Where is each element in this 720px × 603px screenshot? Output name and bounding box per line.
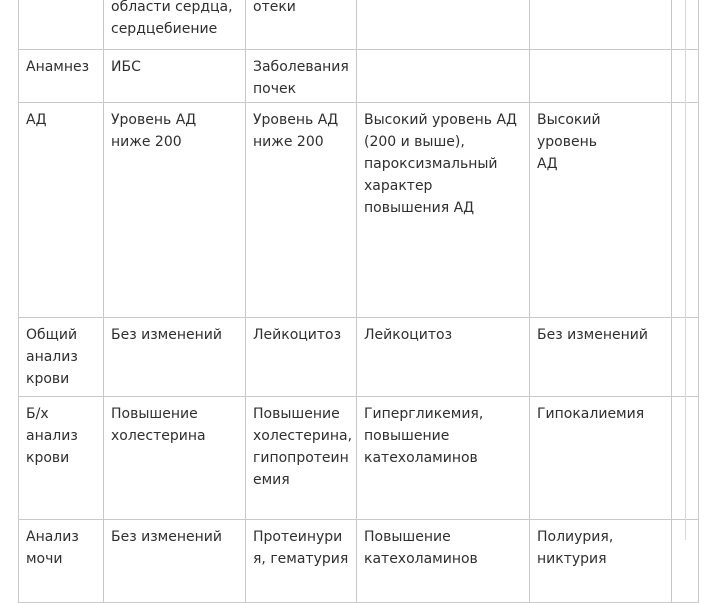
table-cell bbox=[246, 50, 357, 103]
table-cell bbox=[104, 318, 246, 397]
cell-text: Уровень АД ниже 200 bbox=[111, 112, 197, 150]
cell-text: Гипергликемия, повышение катехоламинов bbox=[364, 406, 484, 466]
cell-text: Повышение катехоламинов bbox=[364, 529, 478, 567]
cell-text: Гипокалиемия bbox=[537, 406, 645, 422]
table-row bbox=[19, 103, 699, 318]
cell-text: Протеинури я, гематурия bbox=[253, 529, 349, 567]
table-cell bbox=[530, 318, 672, 397]
cell-text: Без изменений bbox=[111, 327, 222, 343]
table-right-edge bbox=[685, 0, 686, 540]
table-cell bbox=[357, 0, 530, 50]
table-cell bbox=[530, 520, 672, 603]
cell-text: Лейкоцитоз bbox=[253, 327, 342, 343]
cell-text: ИБС bbox=[111, 59, 141, 75]
table-cell bbox=[246, 318, 357, 397]
cell-text: Заболевания почек bbox=[253, 59, 349, 97]
table-cell bbox=[104, 0, 246, 50]
cell-text: Анализ мочи bbox=[26, 529, 79, 567]
table-cell bbox=[246, 0, 357, 50]
cell-text: Без изменений bbox=[537, 327, 648, 343]
table-row bbox=[19, 0, 699, 50]
cell-text: Повышение холестерина bbox=[111, 406, 206, 444]
table-cell bbox=[530, 103, 672, 318]
table-cell bbox=[19, 103, 104, 318]
table-cell bbox=[530, 0, 672, 50]
cell-text: Анамнез bbox=[26, 59, 90, 75]
table-cell bbox=[530, 50, 672, 103]
cell-text: Повышение холестерина, гипопротеин емия bbox=[253, 406, 353, 488]
table-row bbox=[19, 50, 699, 103]
cell-text: Б/х анализ крови bbox=[26, 406, 78, 466]
table-row bbox=[19, 397, 699, 520]
table-cell bbox=[357, 318, 530, 397]
comparison-table bbox=[18, 0, 699, 603]
cell-text: Общий анализ крови bbox=[26, 327, 78, 387]
cell-text: отеки bbox=[253, 0, 296, 15]
table-cell bbox=[246, 103, 357, 318]
table-body bbox=[19, 0, 699, 603]
table-cell bbox=[19, 50, 104, 103]
table-cell bbox=[357, 520, 530, 603]
table-cell bbox=[357, 397, 530, 520]
table-cell bbox=[104, 397, 246, 520]
cell-text: Без изменений bbox=[111, 529, 222, 545]
table-cell bbox=[357, 50, 530, 103]
cell-text: Высокий уровень АД (200 и выше), пароксизмальный характер повышения АД bbox=[364, 112, 517, 216]
table-cell bbox=[530, 397, 672, 520]
cell-text: Высокий уровень АД bbox=[537, 112, 601, 172]
table-cell bbox=[19, 520, 104, 603]
table-cell bbox=[246, 397, 357, 520]
table-cell bbox=[104, 50, 246, 103]
table-cell bbox=[104, 520, 246, 603]
table-cell bbox=[246, 520, 357, 603]
table-cell bbox=[357, 103, 530, 318]
cell-text: Лейкоцитоз bbox=[364, 327, 453, 343]
table-cell bbox=[19, 318, 104, 397]
cell-text: АД bbox=[26, 112, 47, 128]
cell-text: области сердца, сердцебиение bbox=[111, 0, 233, 37]
table-row bbox=[19, 318, 699, 397]
table-cell bbox=[19, 0, 104, 50]
table-cell bbox=[104, 103, 246, 318]
table-row bbox=[19, 520, 699, 603]
table-cell bbox=[19, 397, 104, 520]
cell-text: Полиурия, никтурия bbox=[537, 529, 614, 567]
cell-text: Уровень АД ниже 200 bbox=[253, 112, 339, 150]
